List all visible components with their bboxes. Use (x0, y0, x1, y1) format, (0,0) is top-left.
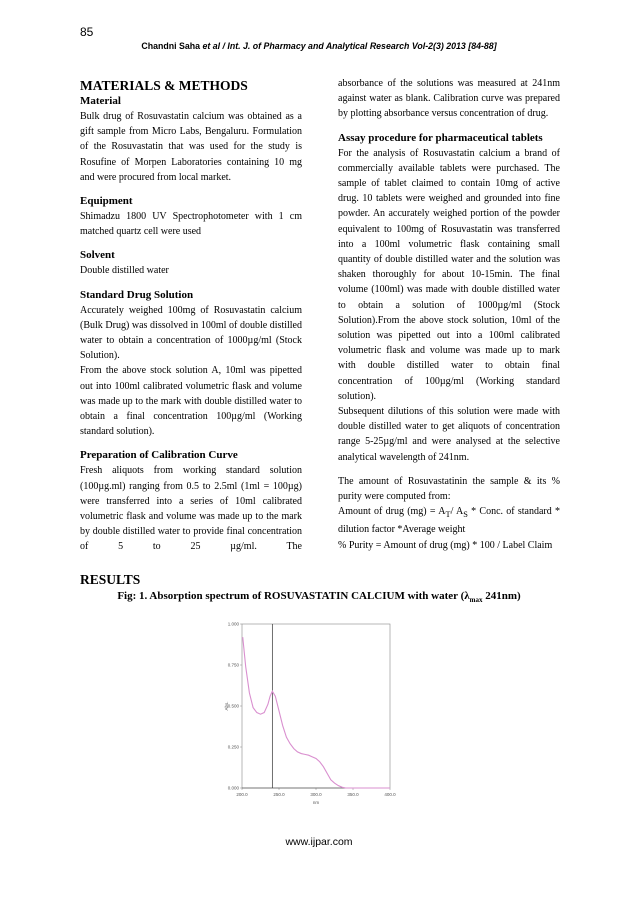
running-head-journal: et al / Int. J. of Pharmacy and Analytical Research Vol-2(3) 2013 [84-88] (200, 41, 497, 51)
calibration-continued-text: absorbance of the solutions was measured at 241nm against water as blank. Calibration curve was prepared by plotting absorbance versus concentration of drug. (338, 78, 560, 120)
figure-caption-a: Fig: 1. Absorption spectrum of ROSUVASTATIN CALCIUM with water (λ (117, 590, 470, 602)
y-tick-label: 0.000 (227, 785, 239, 791)
material-heading: Material (80, 95, 121, 107)
figure-caption-sub: max (469, 596, 483, 605)
running-head (0, 41, 638, 51)
x-tick-label: 200.0 (236, 792, 248, 797)
formula-amount-c: * Conc. of standard * dilution factor *Average weight (338, 506, 560, 536)
standard-solution-heading: Standard Drug Solution (80, 288, 194, 301)
calibration-text: Fresh aliquots from working standard solution (100µg.ml) ranging from 0.5 to 2.5ml (1ml = 100µg) were transferred into a series of 10ml calibrated volumetric flask and volume was made up to the mark by double distilled water to provide final concentration of 5 to 25 µg/ml. The (80, 465, 302, 553)
page-number: 85 (80, 25, 94, 39)
x-tick-label: 350.0 (347, 792, 359, 797)
formula-purity: % Purity = Amount of drug (mg) * 100 / Label Claim (338, 539, 553, 551)
left-column (80, 78, 302, 555)
running-head-authors: Chandni Saha (141, 41, 201, 51)
y-tick-label: 0.500 (227, 703, 239, 709)
y-tick-label: 0.250 (227, 744, 239, 750)
formula-amount-sub-t: T (445, 510, 451, 520)
spectrum-line (243, 637, 390, 788)
x-tick-label: 300.0 (310, 792, 322, 797)
results-heading: RESULTS (80, 572, 141, 587)
calibration-heading: Preparation of Calibration Curve (80, 449, 238, 462)
absorption-spectrum-chart (224, 618, 404, 818)
x-tick-label: 250.0 (273, 792, 285, 797)
equipment-text: Shimadzu 1800 UV Spectrophotometer with 1 cm matched quartz cell were used (80, 211, 302, 238)
standard-solution-text-1: Accurately weighed 100mg of Rosuvastatin calcium (Bulk Drug) was dissolved in 100ml of double distilled water to obtain a concentration of 1000µg/ml (Stock Solution). (80, 304, 302, 362)
section-title: MATERIALS & METHODS (80, 78, 248, 93)
assay-heading: Assay procedure for pharmaceutical tablets (338, 131, 543, 144)
formula-amount-b: / A (450, 506, 464, 518)
x-tick-label: 400.0 (384, 792, 396, 797)
figure-caption (0, 590, 638, 604)
assay-text-1: For the analysis of Rosuvastatin calcium a brand of commercially available tablets were purchased. The sample of tablet claimed to contain 10mg of active drug. 10 tablets were weighed and grounded into fine powder. An accurately weighed portion of the powder equivalent to 100mg of Rosuvastatin was transferred into a 100ml volumetric flask containing small quantity of double distilled water and the solution was shaken thoroughly for about 10-15min. The final volume (100ml) was made with double distilled water to obtain a solution of 1000µg/ml (Stock Solution).From the above stock solution, 10ml of the solution was pipetted out into a 100ml calibrated volumetric flask and volume was made up to mark with double distilled water to obtain final concentration of 100µg/ml (Working standard solution). (338, 147, 560, 402)
material-text: Bulk drug of Rosuvastatin calcium was obtained as a gift sample from Micro Labs, Bengaluru. Formulation of the Rosuvastatin that was used for the study is Rosufine of Morpen Laboratories containing 10 mg and were procured from local market. (80, 111, 302, 183)
assay-text-2: Subsequent dilutions of this solution were made with double distilled water to get aliquots of concentration range 5-25µg/ml and were analysed at the selective analytical wavelength of 241nm. (338, 406, 560, 463)
formula-amount (338, 504, 560, 537)
assay-text-3: The amount of Rosuvastatinin the sample & its % purity were computed from: (338, 475, 560, 503)
standard-solution-text-2: From the above stock solution A, 10ml was pipetted out into 100ml calibrated volumetric flask and volume was made up to the mark with double distilled water to obtain a final concentration 100µg/ml (Working standard solution). (80, 365, 302, 438)
footer-url: www.ijpar.com (285, 836, 353, 848)
y-axis-label: Abs. (224, 701, 229, 711)
plot-frame (242, 624, 390, 788)
y-tick-label: 1.000 (227, 621, 239, 627)
formula-amount-sub-s: S (463, 510, 468, 520)
right-column (338, 76, 560, 553)
x-axis-label: nm (312, 800, 320, 805)
figure-caption-b: 241nm) (482, 590, 521, 602)
solvent-text: Double distilled water (80, 265, 169, 277)
formula-amount-a: Amount of drug (mg) = A (338, 506, 446, 518)
equipment-heading: Equipment (80, 195, 133, 208)
y-tick-label: 0.750 (227, 662, 239, 668)
solvent-heading: Solvent (80, 249, 115, 262)
